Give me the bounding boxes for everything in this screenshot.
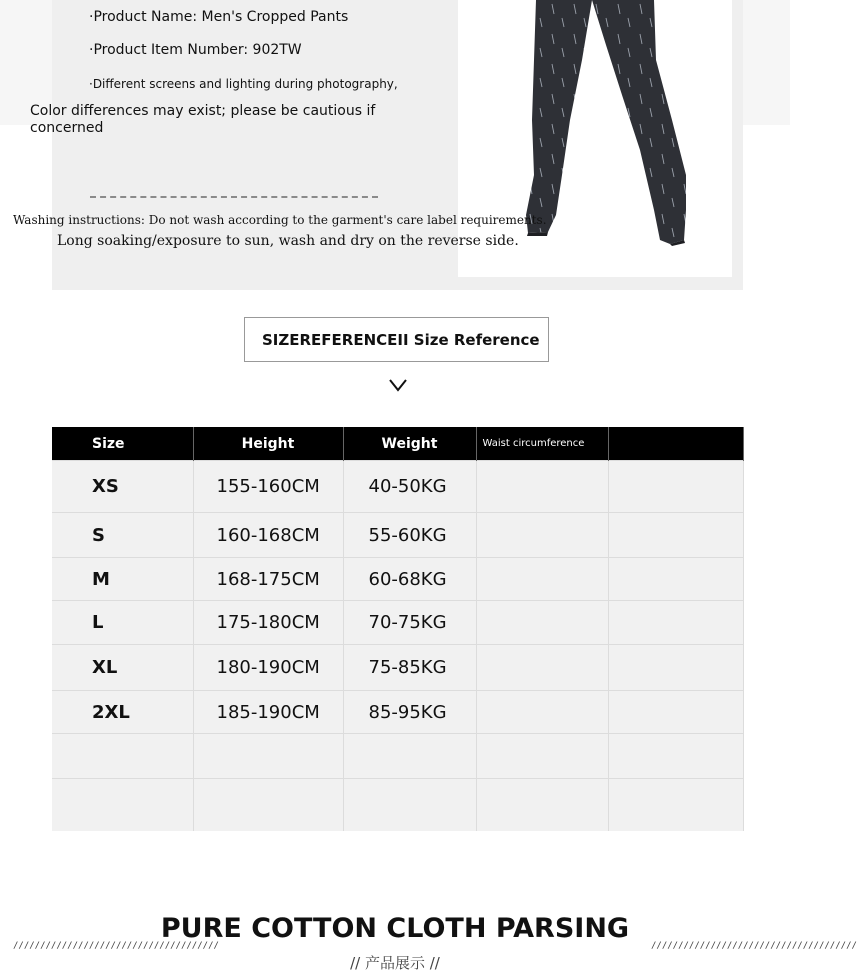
- table-row: [52, 461, 743, 513]
- size-reference-box: [244, 317, 549, 362]
- photography-note: ·Different screens and lighting during photography,: [89, 77, 398, 91]
- height-cell: 185-190CM: [193, 691, 343, 734]
- weight-cell: 60-68KG: [343, 558, 476, 601]
- weight-cell: 55-60KG: [343, 513, 476, 558]
- table-row: [52, 779, 743, 831]
- waist-cell: [476, 513, 608, 558]
- header-waist: Waist circumference: [476, 427, 608, 461]
- product-name: ·Product Name: Men's Cropped Pants: [89, 9, 349, 25]
- extra-cell: [608, 513, 743, 558]
- dashed-divider: [90, 196, 378, 198]
- size-table: [52, 427, 744, 831]
- size-cell: [52, 779, 193, 831]
- table-row: [52, 645, 743, 691]
- extra-cell: [608, 558, 743, 601]
- height-cell: [193, 779, 343, 831]
- extra-cell: [608, 734, 743, 779]
- extra-cell: [608, 779, 743, 831]
- waist-cell: [476, 558, 608, 601]
- washing-instructions: Washing instructions: Do not wash according to the garment's care label requirements.: [13, 213, 547, 227]
- section-subheading: // 产品展示 //: [350, 954, 440, 972]
- waist-cell: [476, 645, 608, 691]
- washing-instructions-2: Long soaking/exposure to sun, wash and dry on the reverse side.: [57, 233, 519, 249]
- size-cell: 2XL: [52, 691, 193, 734]
- left-decoration: //////////////////////////////////////: [13, 941, 219, 951]
- weight-cell: [343, 779, 476, 831]
- table-row: [52, 558, 743, 601]
- header-extra: [608, 427, 743, 461]
- section-heading: PURE COTTON CLOTH PARSING: [160, 913, 630, 944]
- size-cell: XS: [52, 461, 193, 513]
- table-row: [52, 691, 743, 734]
- table-row: [52, 601, 743, 645]
- size-table-header: [52, 427, 743, 461]
- size-cell: M: [52, 558, 193, 601]
- weight-cell: 70-75KG: [343, 601, 476, 645]
- extra-cell: [608, 461, 743, 513]
- height-cell: 175-180CM: [193, 601, 343, 645]
- chevron-down-icon: [388, 378, 408, 392]
- size-cell: [52, 734, 193, 779]
- height-cell: 155-160CM: [193, 461, 343, 513]
- waist-cell: [476, 461, 608, 513]
- table-row: [52, 734, 743, 779]
- waist-cell: [476, 734, 608, 779]
- weight-cell: [343, 734, 476, 779]
- extra-cell: [608, 691, 743, 734]
- height-cell: 168-175CM: [193, 558, 343, 601]
- waist-cell: [476, 779, 608, 831]
- right-decoration: //////////////////////////////////////: [651, 941, 857, 951]
- product-item-number: ·Product Item Number: 902TW: [89, 42, 302, 58]
- header-height: Height: [193, 427, 343, 461]
- size-cell: L: [52, 601, 193, 645]
- weight-cell: 85-95KG: [343, 691, 476, 734]
- size-cell: S: [52, 513, 193, 558]
- height-cell: 180-190CM: [193, 645, 343, 691]
- header-size: Size: [52, 427, 193, 461]
- weight-cell: 40-50KG: [343, 461, 476, 513]
- table-row: [52, 513, 743, 558]
- size-reference-label: SIZEREFERENCEII Size Reference: [262, 331, 540, 349]
- waist-cell: [476, 601, 608, 645]
- color-difference-note: Color differences may exist; please be cautious if concerned: [30, 103, 376, 136]
- size-cell: XL: [52, 645, 193, 691]
- height-cell: 160-168CM: [193, 513, 343, 558]
- waist-cell: [476, 691, 608, 734]
- header-weight: Weight: [343, 427, 476, 461]
- height-cell: [193, 734, 343, 779]
- extra-cell: [608, 601, 743, 645]
- extra-cell: [608, 645, 743, 691]
- weight-cell: 75-85KG: [343, 645, 476, 691]
